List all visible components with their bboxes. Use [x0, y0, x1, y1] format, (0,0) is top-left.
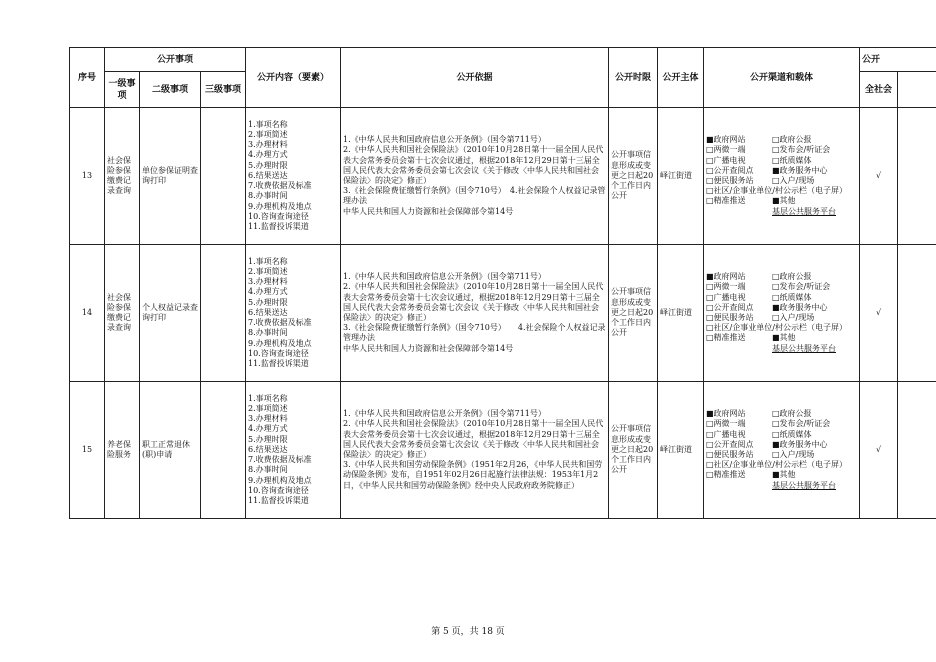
- header-level1: 一级事项: [105, 72, 140, 108]
- header-extra: [898, 72, 936, 108]
- channel-service-center: ■政务服务中心: [772, 439, 828, 449]
- channel-community: □社区/企事业单位/村公示栏（电子屏）: [706, 186, 847, 196]
- row-time: 公开事项信息形成或变更之日起20个工作日内公开: [609, 382, 658, 519]
- content-line: 6.结果送达: [248, 444, 288, 454]
- table-row: [70, 245, 936, 382]
- header-all-society: 全社会: [860, 72, 898, 108]
- header-item-group: 公开事项: [105, 48, 246, 72]
- header-object-group: 公开: [860, 48, 936, 72]
- row-level3: [201, 108, 246, 245]
- channel-door: □入户/现场: [772, 450, 815, 459]
- row-content: [246, 108, 341, 245]
- content-line: 8.办事时间: [248, 328, 288, 338]
- table-row: [70, 108, 936, 245]
- content-line: 11.监督投诉渠道: [248, 495, 309, 505]
- basis-line: 中华人民共和国人力资源和社会保障部令第14号: [343, 343, 514, 353]
- page-footer: 第 5 页，共 18 页: [431, 627, 505, 637]
- channel-other-text: 基层公共服务平台: [772, 343, 836, 353]
- content-line: 2.事项简述: [248, 404, 288, 414]
- content-line: 10.咨询查询途径: [248, 348, 309, 358]
- content-line: 2.事项简述: [248, 130, 288, 140]
- channel-community: □社区/企事业单位/村公示栏（电子屏）: [706, 460, 847, 470]
- row-subject: 峄江街道: [658, 382, 704, 519]
- basis-line: 3.《中华人民共和国劳动保险条例》（1951年2月26，《中华人民共和国劳动保险条例》发布，自1951年02月26日起施行法律法规：1953年1月2日，《中华人民共和国劳动保险条例》经中央人民政府政务院修正）: [343, 460, 603, 490]
- content-line: 7.收费依据及标准: [248, 181, 312, 191]
- row-level2: 单位参保证明查询打印: [140, 108, 201, 245]
- content-line: 6.结果送达: [248, 307, 288, 317]
- row-basis: [341, 108, 609, 245]
- content-line: 4.办理方式: [248, 424, 288, 434]
- row-extra: [898, 245, 936, 382]
- header-subject: 公开主体: [658, 48, 704, 108]
- row-time: 公开事项信息形成或变更之日起20个工作日内公开: [609, 108, 658, 245]
- channel-two-micro: □两微一端: [706, 145, 746, 155]
- row-all-society-check: √: [860, 245, 898, 382]
- content-line: 3.办理材料: [248, 140, 288, 150]
- channel-two-micro: □两微一端: [706, 282, 746, 292]
- row-seq: 14: [70, 245, 105, 382]
- channel-broadcast: □广播电视: [706, 155, 746, 165]
- row-level1: 社会保险参保缴费记录查询: [105, 245, 140, 382]
- content-line: 11.监督投诉渠道: [248, 221, 309, 231]
- content-line: 11.监督投诉渠道: [248, 358, 309, 368]
- content-line: 5.办理时限: [248, 434, 288, 444]
- header-seq: 序号: [70, 48, 105, 108]
- content-line: 10.咨询查询途径: [248, 211, 309, 221]
- channel-other-text: 基层公共服务平台: [772, 206, 836, 216]
- channel-other-text: 基层公共服务平台: [772, 480, 836, 490]
- content-line: 8.办事时间: [248, 191, 288, 201]
- channel-press: □发布会/听证会: [772, 282, 831, 292]
- channel-broadcast: □广播电视: [706, 429, 746, 439]
- content-line: 9.办理机构及地点: [248, 338, 312, 348]
- channel-gov-site: ■政府网站: [706, 409, 746, 419]
- header-time: 公开时限: [609, 48, 658, 108]
- content-line: 1.事项名称: [248, 119, 288, 129]
- channel-gov-site: ■政府网站: [706, 272, 746, 282]
- channel-convenience: □便民服务站: [706, 313, 754, 322]
- disclosure-table: [69, 47, 936, 519]
- row-basis: [341, 245, 609, 382]
- row-seq: 15: [70, 382, 105, 519]
- header-level2: 二级事项: [140, 72, 201, 108]
- row-subject: 峄江街道: [658, 108, 704, 245]
- row-subject: 峄江街道: [658, 245, 704, 382]
- channel-service-center: ■政务服务中心: [772, 302, 828, 312]
- row-all-society-check: √: [860, 382, 898, 519]
- content-line: 1.事项名称: [248, 393, 288, 403]
- row-channel: [704, 382, 860, 519]
- row-level3: [201, 245, 246, 382]
- row-extra: [898, 382, 936, 519]
- content-line: 5.办理时限: [248, 297, 288, 307]
- row-all-society-check: √: [860, 108, 898, 245]
- channel-gov-gazette: □政府公报: [772, 135, 812, 145]
- content-line: 7.收费依据及标准: [248, 318, 312, 328]
- channel-paper: □纸质媒体: [772, 429, 812, 439]
- row-level1: 社会保险参保缴费记录查询: [105, 108, 140, 245]
- content-line: 3.办理材料: [248, 414, 288, 424]
- channel-precise: □精准推送: [706, 333, 746, 343]
- row-extra: [898, 108, 936, 245]
- header-content: 公开内容（要素）: [246, 48, 341, 108]
- channel-other: ■其他: [772, 196, 796, 206]
- channel-broadcast: □广播电视: [706, 292, 746, 302]
- content-line: 8.办事时间: [248, 465, 288, 475]
- header-basis: 公开依据: [341, 48, 609, 108]
- channel-two-micro: □两微一端: [706, 419, 746, 429]
- channel-press: □发布会/听证会: [772, 419, 831, 429]
- channel-convenience: □便民服务站: [706, 176, 754, 185]
- table-viewport: [69, 47, 936, 537]
- content-line: 9.办理机构及地点: [248, 475, 312, 485]
- row-content: [246, 382, 341, 519]
- basis-line: 中华人民共和国人力资源和社会保障部令第14号: [343, 206, 514, 216]
- channel-door: □入户/现场: [772, 176, 815, 185]
- channel-reading: □公开查阅点: [706, 165, 754, 175]
- content-line: 10.咨询查询途径: [248, 485, 309, 495]
- content-line: 6.结果送达: [248, 170, 288, 180]
- row-level3: [201, 382, 246, 519]
- channel-gov-gazette: □政府公报: [772, 409, 812, 419]
- channel-convenience: □便民服务站: [706, 450, 754, 459]
- channel-precise: □精准推送: [706, 196, 746, 206]
- channel-gov-gazette: □政府公报: [772, 272, 812, 282]
- basis-line: 3.《社会保险费征缴暂行条例》（国令710号） 4.社会保险个人权益记录管理办法: [343, 186, 606, 206]
- content-line: 1.事项名称: [248, 256, 288, 266]
- content-line: 9.办理机构及地点: [248, 201, 312, 211]
- basis-line: 3.《社会保险费征缴暂行条例》（国令710号） 4.社会保险个人权益记录管理办法: [343, 323, 606, 343]
- table-row: [70, 382, 936, 519]
- content-line: 5.办理时限: [248, 160, 288, 170]
- row-basis: [341, 382, 609, 519]
- basis-line: 2.《中华人民共和国社会保险法》（2010年10月28日第十一届全国人民代表大会常务委员会第十七次会议通过，根据2018年12月29日第十三届全国人民代表大会常务委员会第七次会议《关于修改〈中华人民共和国社会保险法〉的决定》修正）: [343, 419, 604, 459]
- channel-paper: □纸质媒体: [772, 292, 812, 302]
- channel-other: ■其他: [772, 333, 796, 343]
- content-line: 3.办理材料: [248, 277, 288, 287]
- header-level3: 三级事项: [201, 72, 246, 108]
- row-time: 公开事项信息形成或变更之日起20个工作日内公开: [609, 245, 658, 382]
- header-channel: 公开渠道和载体: [704, 48, 860, 108]
- row-seq: 13: [70, 108, 105, 245]
- channel-reading: □公开查阅点: [706, 302, 754, 312]
- content-line: 4.办理方式: [248, 287, 288, 297]
- content-line: 7.收费依据及标准: [248, 455, 312, 465]
- channel-door: □入户/现场: [772, 313, 815, 322]
- channel-gov-site: ■政府网站: [706, 135, 746, 145]
- basis-line: 2.《中华人民共和国社会保险法》（2010年10月28日第十一届全国人民代表大会常务委员会第十七次会议通过，根据2018年12月29日第十三届全国人民代表大会常务委员会第七次会议《关于修改〈中华人民共和国社会保险法〉的决定》修正）: [343, 145, 604, 185]
- basis-line: 1.《中华人民共和国政府信息公开条例》（国令第711号）: [343, 135, 546, 145]
- row-level2: 个人权益记录查询打印: [140, 245, 201, 382]
- channel-paper: □纸质媒体: [772, 155, 812, 165]
- row-level1: 养老保险服务: [105, 382, 140, 519]
- basis-line: 1.《中华人民共和国政府信息公开条例》（国令第711号）: [343, 272, 546, 282]
- content-line: 2.事项简述: [248, 267, 288, 277]
- channel-other: ■其他: [772, 470, 796, 480]
- channel-precise: □精准推送: [706, 470, 746, 480]
- channel-community: □社区/企事业单位/村公示栏（电子屏）: [706, 323, 847, 333]
- row-channel: [704, 245, 860, 382]
- row-level2: 职工正常退休(职)申请: [140, 382, 201, 519]
- channel-reading: □公开查阅点: [706, 439, 754, 449]
- content-line: 4.办理方式: [248, 150, 288, 160]
- channel-press: □发布会/听证会: [772, 145, 831, 155]
- channel-service-center: ■政务服务中心: [772, 165, 828, 175]
- basis-line: 1.《中华人民共和国政府信息公开条例》（国令第711号）: [343, 409, 546, 419]
- row-content: [246, 245, 341, 382]
- row-channel: [704, 108, 860, 245]
- basis-line: 2.《中华人民共和国社会保险法》（2010年10月28日第十一届全国人民代表大会常务委员会第十七次会议通过，根据2018年12月29日第十三届全国人民代表大会常务委员会第七次会议《关于修改〈中华人民共和国社会保险法〉的决定》修正）: [343, 282, 604, 322]
